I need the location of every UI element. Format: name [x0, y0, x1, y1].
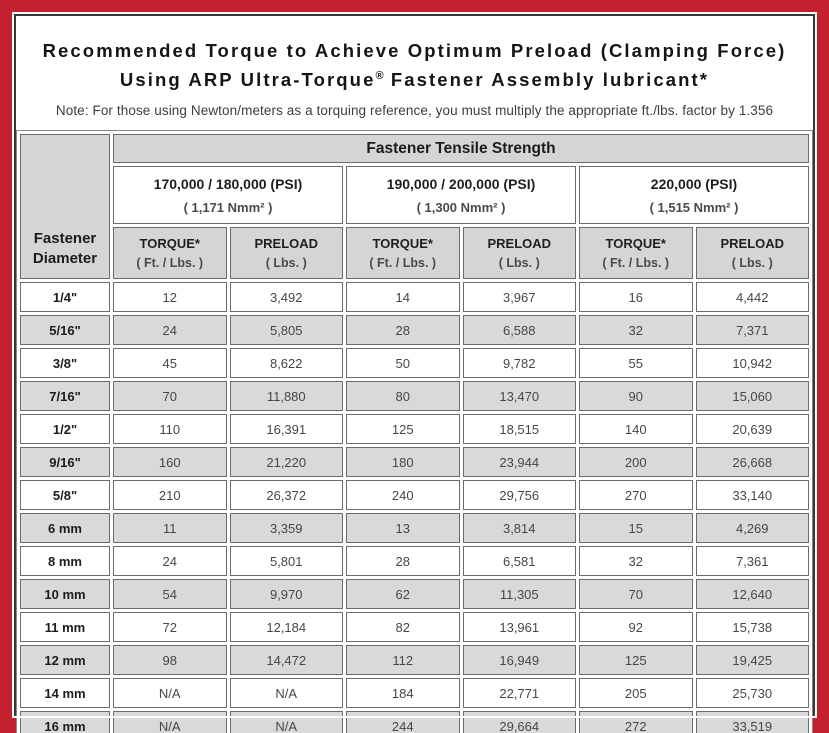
table-cell: 28 — [346, 315, 460, 345]
table-cell: 15 — [579, 513, 693, 543]
table-cell: 24 — [113, 315, 227, 345]
table-cell: 14,472 — [230, 645, 344, 675]
torque-unit: ( Ft. / Lbs. ) — [136, 256, 204, 271]
table-row — [20, 282, 809, 312]
page-title — [22, 37, 807, 94]
table-cell: 4,269 — [696, 513, 810, 543]
column-header-preload-2 — [463, 227, 577, 279]
preload-label: PRELOAD — [487, 236, 552, 252]
table-cell: 98 — [113, 645, 227, 675]
table-cell: 32 — [579, 315, 693, 345]
table-cell: 3,492 — [230, 282, 344, 312]
nmm2-value: ( 1,300 Nmm² ) — [416, 199, 506, 215]
table-cell: 11 — [113, 513, 227, 543]
preload-unit: ( Lbs. ) — [731, 256, 773, 271]
table-cell: 21,220 — [230, 447, 344, 477]
table-cell: 16,949 — [463, 645, 577, 675]
table-cell: 55 — [579, 348, 693, 378]
preload-unit: ( Lbs. ) — [265, 256, 307, 271]
torque-label: TORQUE* — [372, 236, 433, 252]
column-header-torque-1 — [113, 227, 227, 279]
table-cell: 19,425 — [696, 645, 810, 675]
torque-table — [16, 130, 813, 733]
title-line-2-prefix: Using ARP Ultra-Torque — [119, 68, 376, 90]
table-cell: 9,970 — [230, 579, 344, 609]
table-cell: 125 — [346, 414, 460, 444]
table-cell: 210 — [113, 480, 227, 510]
row-header-diameter: 10 mm — [20, 579, 110, 609]
table-cell: 20,639 — [696, 414, 810, 444]
table-cell: 70 — [579, 579, 693, 609]
table-cell: 26,372 — [230, 480, 344, 510]
table-cell: 244 — [346, 711, 460, 733]
preload-label: PRELOAD — [254, 236, 319, 252]
psi-group-170-180 — [113, 166, 343, 224]
tensile-strength-header: Fastener Tensile Strength — [113, 134, 809, 163]
table-cell: 13,961 — [463, 612, 577, 642]
torque-label: TORQUE* — [139, 236, 200, 252]
table-row — [20, 678, 809, 708]
table-cell: 270 — [579, 480, 693, 510]
torque-preload-header-row — [20, 227, 809, 279]
table-cell: 12,640 — [696, 579, 810, 609]
psi-value: 190,000 / 200,000 (PSI) — [386, 175, 536, 192]
torque-table-body — [20, 282, 809, 733]
psi-group-220 — [579, 166, 809, 224]
document-header — [16, 16, 813, 130]
preload-unit: ( Lbs. ) — [498, 256, 540, 271]
table-cell: 82 — [346, 612, 460, 642]
nmm2-value: ( 1,515 Nmm² ) — [649, 199, 739, 215]
column-header-preload-1 — [230, 227, 344, 279]
row-header-diameter: 6 mm — [20, 513, 110, 543]
table-row — [20, 711, 809, 733]
table-cell: 160 — [113, 447, 227, 477]
table-cell: 140 — [579, 414, 693, 444]
table-cell: 80 — [346, 381, 460, 411]
conversion-note: Note: For those using Newton/meters as a torquing reference, you must multiply the appropriate ft./lbs. factor by 1.356 — [55, 103, 774, 119]
table-cell: 33,140 — [696, 480, 810, 510]
table-cell: 29,664 — [463, 711, 577, 733]
table-cell: 5,805 — [230, 315, 344, 345]
table-cell: 7,371 — [696, 315, 810, 345]
row-header-diameter: 9/16" — [20, 447, 110, 477]
table-cell: 11,880 — [230, 381, 344, 411]
preload-label: PRELOAD — [720, 236, 785, 252]
table-cell: 13,470 — [463, 381, 577, 411]
column-header-torque-3 — [579, 227, 693, 279]
nmm2-value: ( 1,171 Nmm² ) — [183, 199, 273, 215]
table-cell: N/A — [113, 711, 227, 733]
registered-trademark-symbol: ® — [375, 69, 384, 82]
table-cell: 200 — [579, 447, 693, 477]
row-header-diameter: 11 mm — [20, 612, 110, 642]
table-cell: 62 — [346, 579, 460, 609]
psi-value: 170,000 / 180,000 (PSI) — [153, 175, 303, 192]
table-cell: 72 — [113, 612, 227, 642]
table-row — [20, 612, 809, 642]
table-cell: 12 — [113, 282, 227, 312]
document-sheet — [14, 14, 815, 733]
table-row — [20, 348, 809, 378]
table-cell: 54 — [113, 579, 227, 609]
table-cell: 50 — [346, 348, 460, 378]
table-cell: 24 — [113, 546, 227, 576]
table-row — [20, 381, 809, 411]
table-cell: 33,519 — [696, 711, 810, 733]
table-cell: 205 — [579, 678, 693, 708]
column-header-preload-3 — [696, 227, 810, 279]
table-cell: 45 — [113, 348, 227, 378]
psi-group-190-200 — [346, 166, 576, 224]
corner-header-fastener-diameter: Fastener Diameter — [20, 134, 110, 279]
torque-table-container — [16, 130, 813, 733]
row-header-diameter: 5/16" — [20, 315, 110, 345]
table-cell: 4,442 — [696, 282, 810, 312]
table-cell: 3,814 — [463, 513, 577, 543]
table-cell: 29,756 — [463, 480, 577, 510]
table-cell: 11,305 — [463, 579, 577, 609]
psi-value: 220,000 (PSI) — [650, 175, 738, 192]
table-cell: 25,730 — [696, 678, 810, 708]
torque-unit: ( Ft. / Lbs. ) — [369, 256, 437, 271]
table-cell: 70 — [113, 381, 227, 411]
table-cell: 3,967 — [463, 282, 577, 312]
table-cell: 6,588 — [463, 315, 577, 345]
table-cell: 16,391 — [230, 414, 344, 444]
title-line-2 — [22, 66, 807, 95]
torque-unit: ( Ft. / Lbs. ) — [602, 256, 670, 271]
table-row — [20, 414, 809, 444]
row-header-diameter: 3/8" — [20, 348, 110, 378]
table-cell: 26,668 — [696, 447, 810, 477]
table-cell: N/A — [230, 678, 344, 708]
table-cell: 32 — [579, 546, 693, 576]
psi-group-header-row — [20, 166, 809, 224]
row-header-diameter: 1/4" — [20, 282, 110, 312]
row-header-diameter: 1/2" — [20, 414, 110, 444]
table-cell: 15,738 — [696, 612, 810, 642]
title-line-2-suffix: Fastener Assembly lubricant* — [383, 68, 710, 90]
table-cell: 7,361 — [696, 546, 810, 576]
row-header-diameter: 5/8" — [20, 480, 110, 510]
table-cell: 184 — [346, 678, 460, 708]
table-cell: 16 — [579, 282, 693, 312]
table-row — [20, 513, 809, 543]
table-cell: 9,782 — [463, 348, 577, 378]
table-cell: 125 — [579, 645, 693, 675]
table-cell: 5,801 — [230, 546, 344, 576]
table-row — [20, 546, 809, 576]
table-cell: 23,944 — [463, 447, 577, 477]
row-header-diameter: 8 mm — [20, 546, 110, 576]
table-cell: 13 — [346, 513, 460, 543]
table-cell: 12,184 — [230, 612, 344, 642]
table-cell: 15,060 — [696, 381, 810, 411]
title-line-1: Recommended Torque to Achieve Optimum Preload (Clamping Force) — [42, 40, 787, 61]
table-cell: 240 — [346, 480, 460, 510]
row-header-diameter: 7/16" — [20, 381, 110, 411]
table-cell: N/A — [113, 678, 227, 708]
column-header-torque-2 — [346, 227, 460, 279]
table-cell: 110 — [113, 414, 227, 444]
table-row — [20, 315, 809, 345]
table-cell: 18,515 — [463, 414, 577, 444]
row-header-diameter: 16 mm — [20, 711, 110, 733]
table-cell: 180 — [346, 447, 460, 477]
table-cell: 22,771 — [463, 678, 577, 708]
table-cell: N/A — [230, 711, 344, 733]
table-row — [20, 480, 809, 510]
table-cell: 8,622 — [230, 348, 344, 378]
table-cell: 272 — [579, 711, 693, 733]
table-cell: 28 — [346, 546, 460, 576]
table-cell: 14 — [346, 282, 460, 312]
torque-label: TORQUE* — [605, 236, 666, 252]
table-row — [20, 645, 809, 675]
table-row — [20, 579, 809, 609]
row-header-diameter: 14 mm — [20, 678, 110, 708]
tensile-strength-header-row — [20, 134, 809, 163]
table-cell: 10,942 — [696, 348, 810, 378]
table-cell: 112 — [346, 645, 460, 675]
table-cell: 92 — [579, 612, 693, 642]
table-row — [20, 447, 809, 477]
table-cell: 6,581 — [463, 546, 577, 576]
table-cell: 3,359 — [230, 513, 344, 543]
row-header-diameter: 12 mm — [20, 645, 110, 675]
table-cell: 90 — [579, 381, 693, 411]
